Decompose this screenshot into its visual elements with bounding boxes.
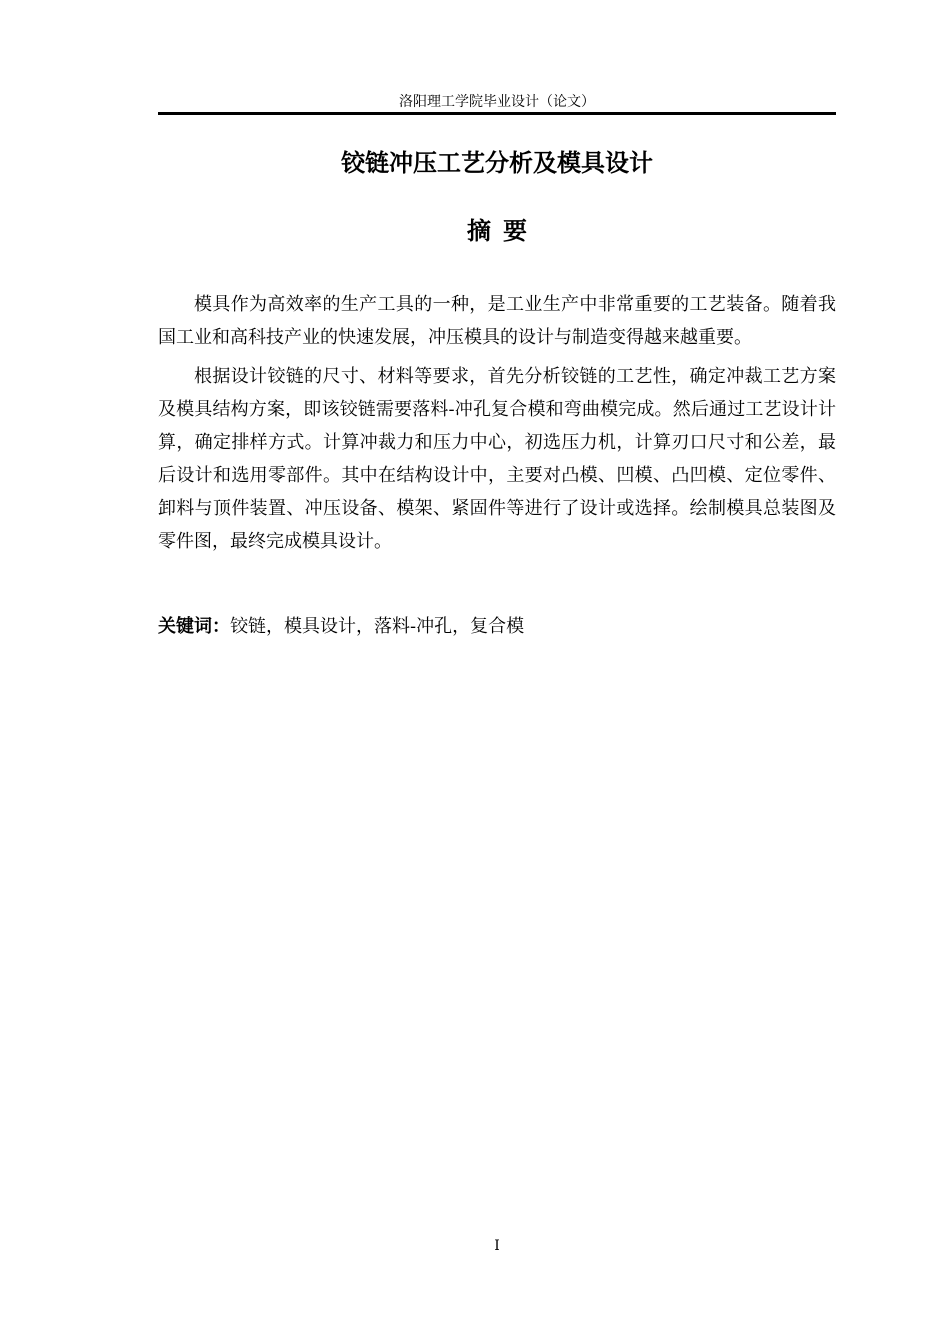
abstract-heading: 摘要 [467,217,539,245]
document-title: 铰链冲压工艺分析及模具设计 [341,149,653,177]
page-number: I [494,1238,500,1254]
keywords-label: 关键词： [158,616,230,637]
abstract-paragraph-2: 根据设计铰链的尺寸、材料等要求，首先分析铰链的工艺性，确定冲裁工艺方案及模具结构方案，即该铰链需要落料-冲孔复合模和弯曲模完成。然后通过工艺设计计算，确定排样方式。计算冲裁力和压力中心，初选压力机，计算刃口尺寸和公差，最后设计和选用零部件。其中在结构设计中，主要对凸模、凹模、凸凹模、定位零件、卸料与顶件装置、冲压设备、模架、紧固件等进行了设计或选择。绘制模具总装图及零件图，最终完成模具设计。 [158,366,836,552]
keywords-line [158,612,836,642]
abstract-paragraph-1: 模具作为高效率的生产工具的一种，是工业生产中非常重要的工艺装备。随着我国工业和高科技产业的快速发展，冲压模具的设计与制造变得越来越重要。 [158,294,836,348]
running-header: 洛阳理工学院毕业设计（论文） [399,94,595,110]
keywords-value: 铰链，模具设计，落料-冲孔，复合模 [230,616,525,637]
header-rule [158,112,836,115]
